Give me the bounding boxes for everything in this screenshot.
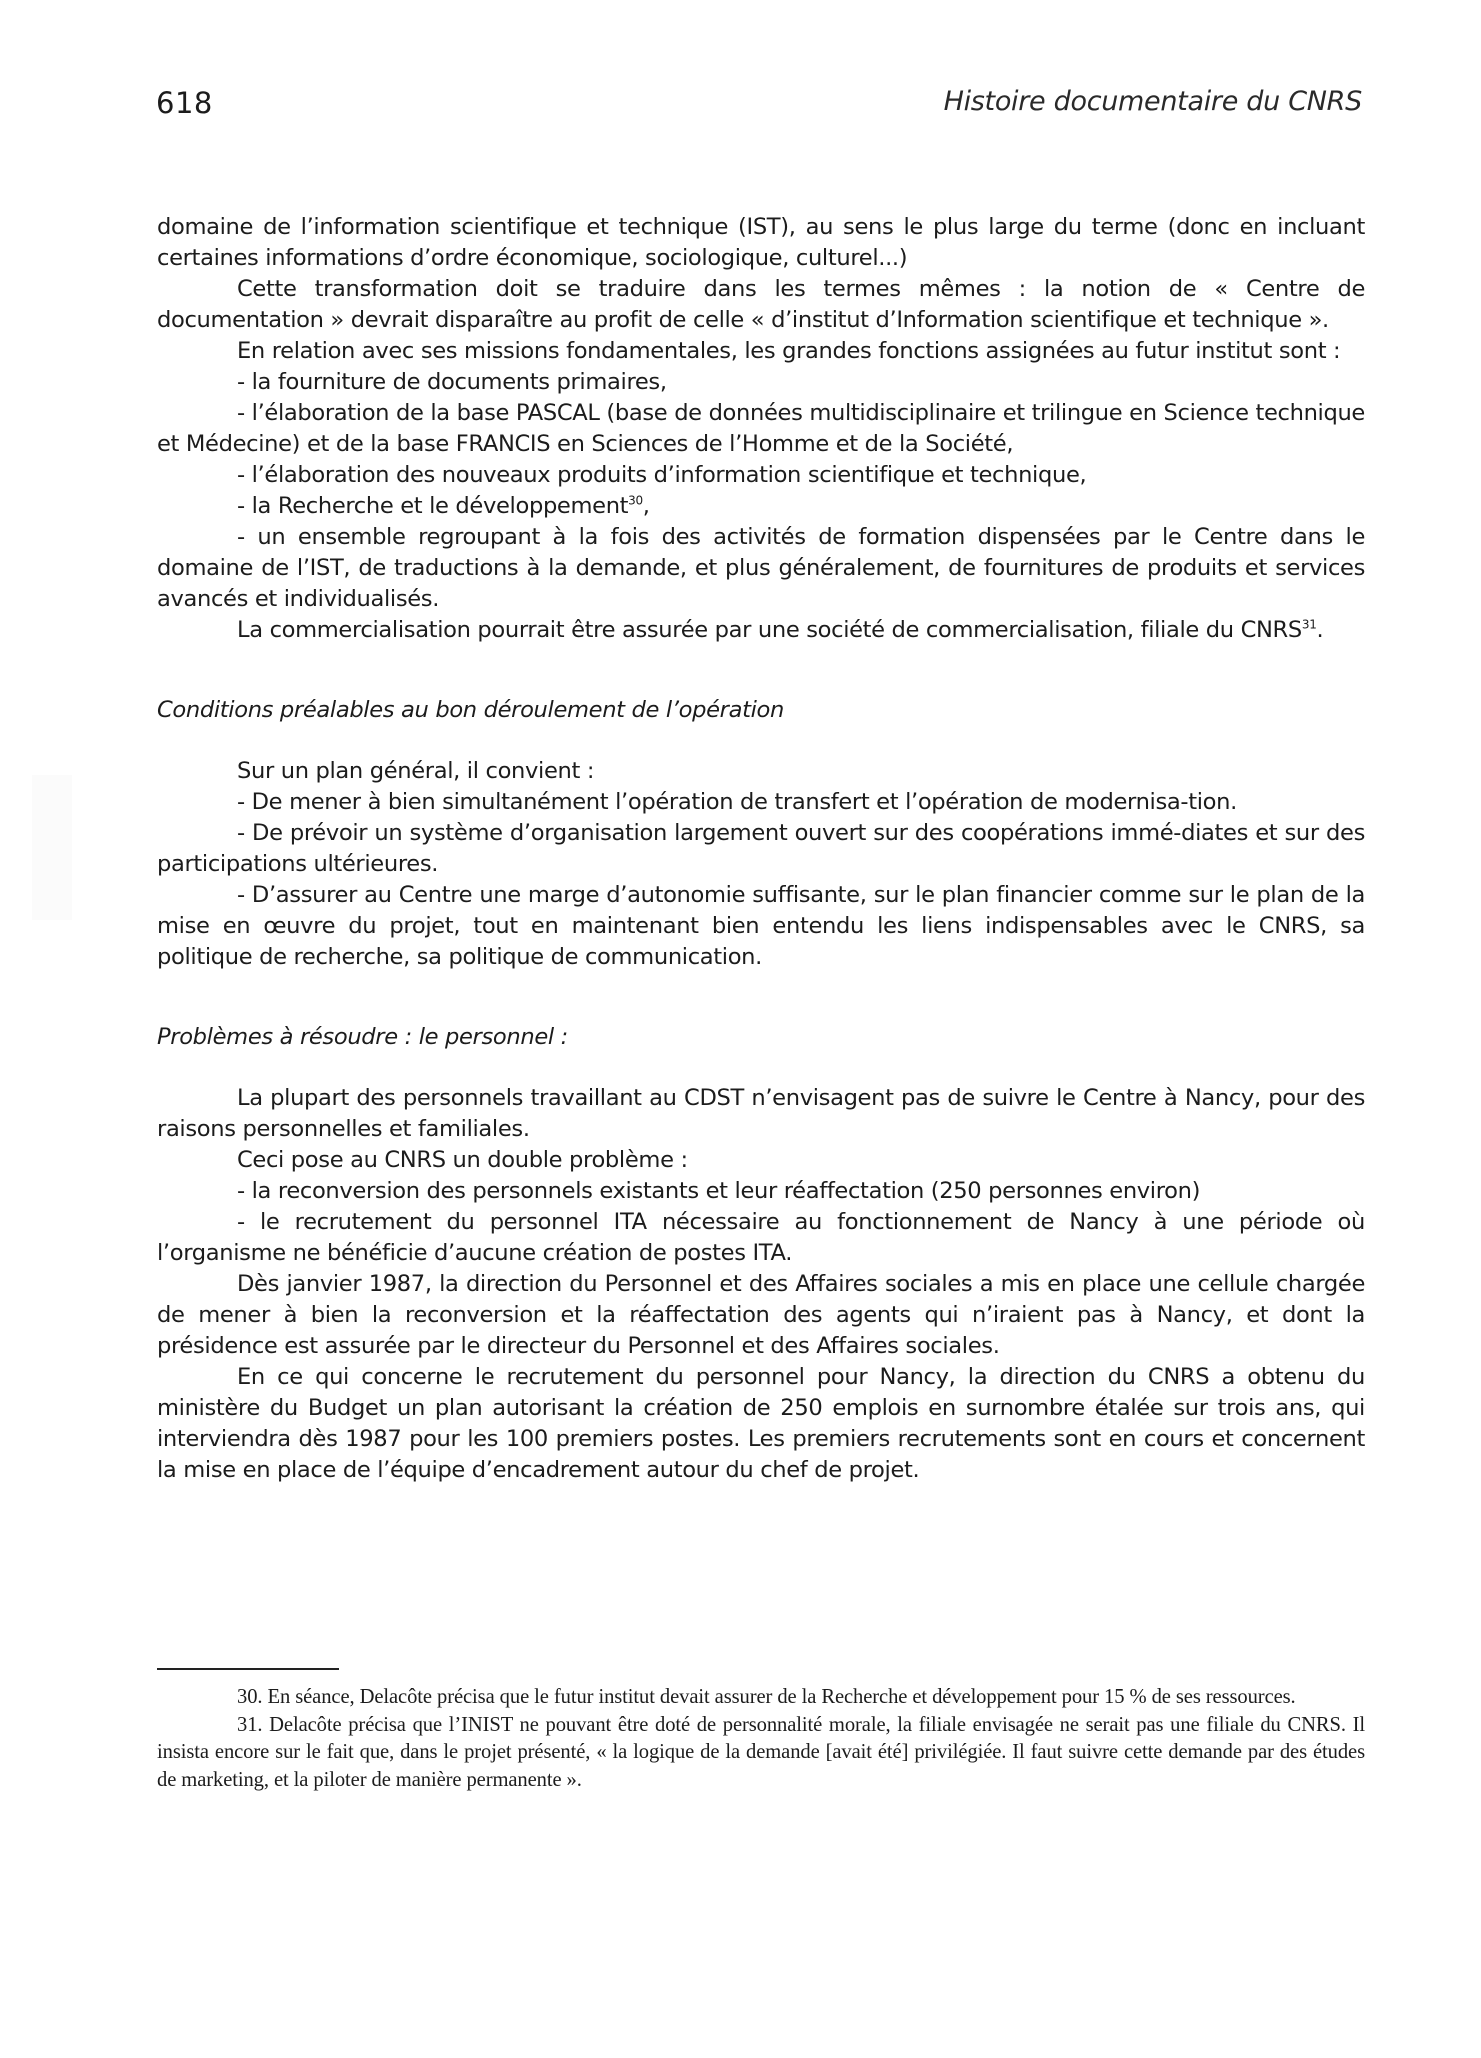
spacer (157, 646, 1365, 695)
paragraph: La plupart des personnels travaillant au CDST n’envisagent pas de suivre le Centre à Nancy, pour des raisons personnelles et familiales. (157, 1085, 1365, 1142)
running-title: Histoire documentaire du CNRS (943, 86, 1362, 117)
paragraph: Ceci pose au CNRS un double problème : (237, 1147, 688, 1173)
margin-stamp-mark (32, 775, 72, 920)
paragraph (157, 615, 1365, 646)
list-item: - l’élaboration de la base PASCAL (base de données multidisciplinaire et trilingue en Science technique et Médecine) et de la base FRANCIS en Sciences de l’Homme et de la Société, (157, 400, 1365, 457)
list-item: - un ensemble regroupant à la fois des activités de formation dispensées par le Centre dans le domaine de l’IST, de traductions à la demande, et plus généralement, de fournitures de produits et services avancés et individualisés. (157, 524, 1365, 612)
paragraph: Cette transformation doit se traduire dans les termes mêmes : la notion de « Centre de documentation » devrait disparaître au profit de celle « d’institut d’Information scientifique et technique ». (157, 276, 1365, 333)
footnote-ref-31[interactable]: 31 (1301, 617, 1317, 632)
footnote-separator (157, 1668, 339, 1670)
footnote-ref-30[interactable]: 30 (628, 493, 643, 508)
paragraph-text: La commercialisation pourrait être assurée par une société de commercialisation, filiale du CNRS (237, 617, 1302, 643)
spacer (157, 1053, 1365, 1083)
spacer (157, 726, 1365, 756)
paragraph: En ce qui concerne le recrutement du personnel pour Nancy, la direction du CNRS a obtenu du ministère du Budget un plan autorisant la création de 250 emplois en surnombre étalée sur trois ans, qui interviendra dès 1987 pour les 100 premiers postes. Les premiers recrutements sont en cours et concernent la mise en place de l’équipe d’encadrement autour du chef de projet. (157, 1364, 1365, 1483)
punctuation: . (1316, 617, 1324, 643)
punctuation: , (642, 493, 650, 519)
paragraph: Sur un plan général, il convient : (237, 758, 595, 784)
running-header (156, 86, 1362, 126)
main-text (157, 212, 1365, 1486)
paragraph: En relation avec ses missions fondamentales, les grandes fonctions assignées au futur institut sont : (237, 338, 1341, 364)
footnote-31: 31. Delacôte précisa que l’INIST ne pouvant être doté de personnalité morale, la filiale envisagée ne serait pas une filiale du CNRS. Il insista encore sur le fait que, dans le projet présenté, « la logique de la demande [avait été] privilégiée. Il faut suivre cette demande par des études de marketing, et la piloter de manière permanente ». (157, 1713, 1365, 1791)
list-item: - De mener à bien simultanément l’opération de transfert et l’opération de modernisa-tion. (237, 789, 1237, 815)
page-number: 618 (156, 86, 213, 120)
list-item: - D’assurer au Centre une marge d’autonomie suffisante, sur le plan financier comme sur le plan de la mise en œuvre du projet, tout en maintenant bien entendu les liens indispensables avec le CNRS, sa politique de recherche, sa politique de communication. (157, 882, 1365, 970)
paragraph: Dès janvier 1987, la direction du Personnel et des Affaires sociales a mis en place une cellule chargée de mener à bien la reconversion et la réaffectation des agents qui n’iraient pas à Nancy, et dont la présidence est assurée par le directeur du Personnel et des Affaires sociales. (157, 1271, 1365, 1359)
list-item: - l’élaboration des nouveaux produits d’information scientifique et technique, (237, 462, 1087, 488)
section-heading-personnel: Problèmes à résoudre : le personnel : (157, 1024, 568, 1050)
section-heading-conditions: Conditions préalables au bon déroulement de l’opération (157, 697, 784, 723)
paragraph: domaine de l’information scientifique et technique (IST), au sens le plus large du terme (donc en incluant certaines informations d’ordre économique, sociologique, culturel...) (157, 214, 1365, 271)
list-item: - la fourniture de documents primaires, (237, 369, 667, 395)
list-item: - le recrutement du personnel ITA nécessaire au fonctionnement de Nancy à une période où l’organisme ne bénéficie d’aucune création de postes ITA. (157, 1209, 1365, 1266)
list-item-text: - la Recherche et le développement (237, 493, 629, 519)
footnotes (157, 1684, 1365, 1794)
list-item (157, 491, 1365, 522)
footnote-30: 30. En séance, Delacôte précisa que le futur institut devait assurer de la Recherche et développement pour 15 % de ses ressources. (237, 1686, 1296, 1708)
list-item: - la reconversion des personnels existants et leur réaffectation (250 personnes environ) (237, 1178, 1201, 1204)
list-item: - De prévoir un système d’organisation largement ouvert sur des coopérations immé-diates et sur des participations ultérieures. (157, 820, 1365, 877)
spacer (157, 973, 1365, 1022)
